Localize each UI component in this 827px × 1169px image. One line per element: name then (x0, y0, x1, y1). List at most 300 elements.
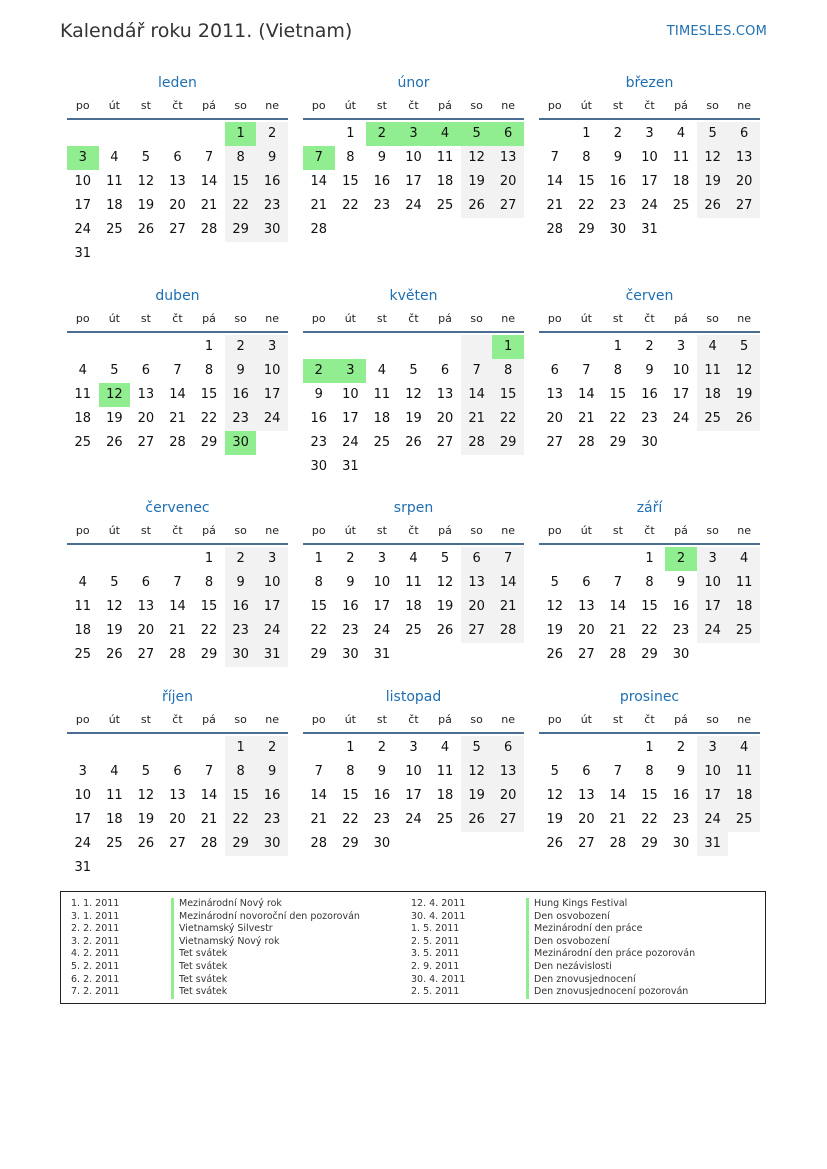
month-title: únor (397, 75, 430, 91)
day-cell: 29 (225, 218, 257, 242)
day-cell: 30 (256, 832, 288, 856)
day-cell: 24 (74, 836, 92, 851)
legend-holiday-name: Vietnamský Nový rok (171, 936, 280, 949)
day-cell: 21 (492, 595, 524, 619)
day-cell: 31 (373, 647, 391, 662)
month-block (303, 285, 524, 477)
weekday-label: út (108, 312, 120, 325)
weekday-label: ne (265, 713, 280, 726)
legend-date: 2. 2. 2011 (71, 923, 120, 935)
day-cell: 30 (672, 647, 690, 662)
day-cell: 4 (429, 122, 461, 146)
day-cell: 17 (405, 174, 422, 189)
day-cell: 5 (550, 575, 559, 590)
month-title: červen (625, 288, 674, 304)
weekday-label: út (108, 99, 120, 112)
weekday-label: čt (644, 713, 655, 726)
day-cell: 16 (256, 170, 288, 194)
day-cell: 18 (436, 788, 454, 803)
day-cell: 2 (665, 547, 697, 571)
day-cell: 6 (492, 122, 524, 146)
day-cell: 24 (405, 812, 422, 827)
day-cell: 30 (373, 836, 391, 851)
day-cell: 17 (672, 387, 690, 402)
legend-date: 3. 5. 2011 (411, 948, 460, 960)
day-cell: 7 (204, 150, 214, 165)
day-cell: 10 (256, 359, 288, 383)
day-cell: 24 (405, 198, 422, 213)
day-cell: 1 (314, 551, 323, 566)
month-title: leden (158, 75, 197, 91)
day-cell: 25 (728, 619, 760, 643)
day-cell: 2 (346, 551, 355, 566)
day-cell: 3 (335, 359, 367, 383)
weekday-header (539, 94, 760, 118)
day-cell: 12 (546, 788, 564, 803)
day-cell: 18 (436, 174, 454, 189)
day-cell: 1 (582, 126, 591, 141)
day-cell: 24 (697, 808, 729, 832)
day-cell: 25 (373, 435, 391, 450)
weekday-label: ne (737, 312, 752, 325)
day-cell: 11 (74, 599, 92, 614)
day-cell: 8 (346, 150, 355, 165)
legend-holiday-name: Tet svátek (171, 948, 227, 961)
day-cell: 20 (137, 411, 155, 426)
day-cell: 30 (225, 431, 257, 455)
day-cell: 20 (169, 812, 186, 827)
day-cell: 24 (697, 619, 729, 643)
day-cell: 8 (204, 575, 214, 590)
day-cell: 15 (578, 174, 595, 189)
day-cell: 29 (200, 647, 218, 662)
day-cell: 2 (645, 339, 654, 354)
day-cell: 20 (546, 411, 564, 426)
month-title: prosinec (619, 689, 680, 705)
day-cell: 14 (609, 599, 627, 614)
weekday-label: st (376, 312, 387, 325)
day-cell: 11 (728, 760, 760, 784)
day-cell: 13 (137, 599, 155, 614)
day-cell: 21 (169, 623, 186, 638)
day-cell: 5 (141, 150, 151, 165)
weekday-header (303, 519, 524, 543)
day-cell: 28 (492, 619, 524, 643)
day-cell: 31 (641, 222, 658, 237)
day-cell: 21 (310, 812, 328, 827)
day-grid (303, 333, 524, 477)
day-cell: 27 (578, 836, 595, 851)
legend-holiday-name: Mezinárodní den práce pozorován (526, 948, 695, 961)
day-cell: 4 (728, 736, 760, 760)
day-cell: 3 (645, 126, 654, 141)
day-cell: 8 (346, 764, 355, 779)
weekday-header (67, 708, 288, 732)
day-cell: 23 (373, 812, 391, 827)
day-cell: 14 (169, 599, 186, 614)
day-cell: 9 (314, 387, 323, 402)
day-cell: 29 (641, 836, 658, 851)
weekday-label: so (470, 312, 483, 325)
day-cell: 5 (461, 122, 493, 146)
day-cell: 16 (672, 788, 690, 803)
day-cell: 21 (310, 198, 328, 213)
day-cell: 20 (436, 411, 454, 426)
day-cell: 27 (137, 647, 155, 662)
day-cell: 19 (137, 198, 155, 213)
day-cell: 9 (225, 571, 257, 595)
day-cell: 10 (405, 150, 422, 165)
day-cell: 10 (697, 571, 729, 595)
weekday-label: so (234, 524, 247, 537)
day-cell: 16 (641, 387, 658, 402)
weekday-label: pá (674, 312, 688, 325)
legend-date: 3. 1. 2011 (71, 910, 120, 922)
day-cell: 3 (78, 764, 87, 779)
day-cell: 4 (377, 363, 387, 378)
day-cell: 19 (697, 170, 729, 194)
day-cell: 20 (137, 623, 155, 638)
weekday-label: čt (172, 524, 183, 537)
day-cell: 30 (342, 647, 359, 662)
day-cell: 25 (74, 435, 92, 450)
day-cell: 6 (492, 736, 524, 760)
weekday-header (539, 307, 760, 331)
day-cell: 19 (137, 812, 155, 827)
day-cell: 8 (492, 359, 524, 383)
month-block (539, 497, 760, 689)
legend-date: 1. 1. 2011 (71, 898, 120, 909)
weekday-label: pá (438, 99, 452, 112)
weekday-label: st (140, 99, 151, 112)
day-cell: 17 (697, 784, 729, 808)
day-cell: 4 (676, 126, 686, 141)
legend-date: 30. 4. 2011 (411, 910, 466, 922)
day-cell: 17 (256, 595, 288, 619)
day-cell: 1 (613, 339, 623, 354)
weekday-label: pá (202, 312, 216, 325)
day-cell: 17 (74, 198, 92, 213)
day-cell: 25 (74, 647, 92, 662)
legend-date: 2. 9. 2011 (411, 960, 460, 972)
day-cell: 30 (225, 643, 257, 667)
day-cell: 4 (78, 363, 87, 378)
day-cell: 30 (672, 836, 690, 851)
day-cell: 10 (672, 363, 690, 378)
weekday-label: po (75, 312, 90, 325)
day-cell: 1 (645, 740, 654, 755)
day-cell: 27 (137, 435, 155, 450)
day-cell: 28 (609, 836, 627, 851)
day-cell: 4 (110, 150, 119, 165)
day-cell: 5 (728, 335, 760, 359)
month-block (67, 686, 288, 878)
day-cell: 7 (173, 575, 182, 590)
weekday-label: út (108, 524, 120, 537)
day-cell: 30 (310, 459, 328, 474)
day-cell: 15 (342, 174, 359, 189)
day-cell: 14 (310, 174, 328, 189)
month-block (67, 285, 288, 477)
day-cell: 2 (613, 126, 623, 141)
day-cell: 25 (436, 812, 454, 827)
day-cell: 11 (373, 387, 391, 402)
day-cell: 12 (137, 174, 155, 189)
day-cell: 17 (373, 599, 391, 614)
day-cell: 7 (303, 146, 335, 170)
day-cell: 10 (342, 387, 359, 402)
day-cell: 15 (641, 599, 658, 614)
day-cell: 1 (645, 551, 654, 566)
day-cell: 9 (346, 575, 355, 590)
legend-holiday-name: Mezinárodní den práce (526, 923, 642, 936)
weekday-label: út (580, 713, 592, 726)
day-cell: 6 (461, 547, 493, 571)
day-cell: 26 (546, 836, 564, 851)
weekday-label: po (311, 524, 326, 537)
day-cell: 1 (225, 736, 257, 760)
day-cell: 25 (405, 623, 422, 638)
month-block (67, 72, 288, 264)
day-cell: 13 (546, 387, 564, 402)
day-cell: 6 (141, 363, 151, 378)
day-cell: 7 (461, 359, 493, 383)
day-cell: 14 (492, 571, 524, 595)
weekday-label: pá (674, 524, 688, 537)
day-cell: 13 (728, 146, 760, 170)
day-cell: 17 (74, 812, 92, 827)
day-cell: 1 (346, 740, 355, 755)
weekday-label: čt (644, 99, 655, 112)
weekday-label: út (108, 713, 120, 726)
weekday-label: so (470, 713, 483, 726)
month-block (539, 72, 760, 264)
day-cell: 31 (74, 860, 92, 875)
weekday-header (67, 519, 288, 543)
day-cell: 18 (106, 812, 123, 827)
day-cell: 26 (461, 194, 493, 218)
weekday-label: ne (501, 99, 516, 112)
legend-holiday-name: Den znovusjednocení (526, 974, 636, 987)
day-cell: 12 (461, 146, 493, 170)
weekday-label: čt (644, 312, 655, 325)
day-cell: 26 (106, 435, 123, 450)
day-cell: 26 (405, 435, 422, 450)
day-cell: 26 (137, 836, 155, 851)
day-grid (67, 333, 288, 477)
day-cell: 28 (169, 647, 186, 662)
day-cell: 11 (106, 788, 123, 803)
day-cell: 23 (342, 623, 359, 638)
month-title: červenec (145, 500, 210, 516)
day-cell: 19 (436, 599, 454, 614)
day-cell: 11 (436, 764, 454, 779)
day-cell: 6 (173, 150, 182, 165)
day-cell: 28 (578, 435, 595, 450)
day-cell: 23 (225, 407, 257, 431)
weekday-label: so (706, 99, 719, 112)
day-cell: 12 (436, 575, 454, 590)
day-grid (539, 545, 760, 689)
day-cell: 21 (169, 411, 186, 426)
day-cell: 31 (697, 832, 729, 856)
day-cell: 7 (314, 764, 323, 779)
weekday-header (303, 94, 524, 118)
weekday-label: so (234, 99, 247, 112)
legend-holiday-name: Tet svátek (171, 974, 227, 987)
day-cell: 9 (377, 150, 387, 165)
day-cell: 24 (256, 407, 288, 431)
day-cell: 29 (641, 647, 658, 662)
day-cell: 9 (676, 575, 686, 590)
legend-date: 30. 4. 2011 (411, 973, 466, 985)
day-cell: 22 (641, 812, 658, 827)
day-cell: 20 (492, 784, 524, 808)
day-cell: 3 (398, 122, 430, 146)
day-cell: 16 (310, 411, 328, 426)
day-cell: 25 (106, 836, 123, 851)
weekday-label: st (612, 99, 623, 112)
day-cell: 18 (74, 411, 92, 426)
weekday-label: so (706, 713, 719, 726)
day-cell: 22 (578, 198, 595, 213)
weekday-label: so (234, 713, 247, 726)
month-title: srpen (393, 500, 434, 516)
weekday-label: st (376, 524, 387, 537)
day-cell: 13 (169, 788, 186, 803)
day-cell: 27 (492, 808, 524, 832)
day-cell: 16 (373, 174, 391, 189)
day-cell: 4 (409, 551, 418, 566)
day-cell: 9 (676, 764, 686, 779)
day-cell: 22 (641, 623, 658, 638)
day-cell: 16 (225, 383, 257, 407)
day-cell: 20 (578, 623, 595, 638)
day-cell: 17 (342, 411, 359, 426)
brand-logo-text[interactable]: TIMESLES.COM (666, 24, 767, 39)
day-grid (539, 333, 760, 477)
day-cell: 6 (550, 363, 559, 378)
day-cell: 1 (346, 126, 355, 141)
day-cell: 19 (461, 170, 493, 194)
weekday-label: čt (408, 99, 419, 112)
weekday-header (539, 519, 760, 543)
day-cell: 9 (377, 764, 387, 779)
weekday-label: st (612, 713, 623, 726)
day-cell: 13 (436, 387, 454, 402)
day-cell: 29 (609, 435, 627, 450)
day-cell: 10 (74, 174, 92, 189)
day-cell: 25 (728, 808, 760, 832)
day-cell: 24 (342, 435, 359, 450)
day-cell: 5 (550, 764, 559, 779)
day-cell: 12 (461, 760, 493, 784)
day-cell: 16 (672, 599, 690, 614)
weekday-label: čt (408, 713, 419, 726)
weekday-header (303, 708, 524, 732)
weekday-label: so (234, 312, 247, 325)
day-cell: 10 (74, 788, 92, 803)
day-cell: 9 (225, 359, 257, 383)
day-cell: 12 (99, 383, 131, 407)
month-block (303, 497, 524, 689)
day-cell: 30 (641, 435, 658, 450)
day-cell: 15 (200, 599, 218, 614)
day-cell: 7 (613, 764, 623, 779)
day-cell: 26 (137, 222, 155, 237)
day-cell: 28 (609, 647, 627, 662)
day-cell: 22 (200, 623, 218, 638)
day-cell: 21 (461, 407, 493, 431)
day-cell: 25 (106, 222, 123, 237)
weekday-header (67, 94, 288, 118)
day-cell: 23 (672, 812, 690, 827)
day-cell: 24 (74, 222, 92, 237)
day-cell: 3 (697, 547, 729, 571)
month-title: duben (155, 288, 200, 304)
day-cell: 13 (169, 174, 186, 189)
day-cell: 9 (256, 760, 288, 784)
weekday-label: ne (737, 713, 752, 726)
day-cell: 14 (310, 788, 328, 803)
day-cell: 9 (613, 150, 623, 165)
day-cell: 11 (672, 150, 690, 165)
month-block (539, 686, 760, 878)
day-cell: 18 (74, 623, 92, 638)
day-cell: 30 (256, 218, 288, 242)
day-cell: 19 (461, 784, 493, 808)
day-cell: 10 (405, 764, 422, 779)
day-cell: 27 (436, 435, 454, 450)
weekday-label: pá (202, 99, 216, 112)
day-cell: 23 (310, 435, 328, 450)
day-cell: 19 (405, 411, 422, 426)
weekday-label: st (612, 524, 623, 537)
day-cell: 27 (461, 619, 493, 643)
day-cell: 11 (697, 359, 729, 383)
day-cell: 13 (578, 788, 595, 803)
day-cell: 23 (225, 619, 257, 643)
day-cell: 4 (728, 547, 760, 571)
weekday-label: st (612, 312, 623, 325)
day-cell: 7 (204, 764, 214, 779)
weekday-label: po (547, 99, 562, 112)
day-cell: 21 (609, 623, 627, 638)
day-cell: 11 (106, 174, 123, 189)
day-cell: 30 (609, 222, 627, 237)
legend-date: 12. 4. 2011 (411, 898, 466, 909)
day-cell: 29 (310, 647, 328, 662)
weekday-label: út (344, 524, 356, 537)
weekday-label: st (140, 312, 151, 325)
day-cell: 4 (110, 764, 119, 779)
day-cell: 5 (409, 363, 418, 378)
legend-date: 6. 2. 2011 (71, 973, 120, 985)
weekday-label: pá (438, 524, 452, 537)
weekday-label: pá (438, 312, 452, 325)
day-cell: 22 (492, 407, 524, 431)
day-cell: 8 (582, 150, 591, 165)
day-cell: 15 (225, 784, 257, 808)
weekday-label: st (140, 713, 151, 726)
weekday-header (303, 307, 524, 331)
weekday-label: po (311, 312, 326, 325)
day-cell: 15 (641, 788, 658, 803)
day-cell: 2 (256, 122, 288, 146)
day-cell: 1 (204, 339, 214, 354)
page-title: Kalendář roku 2011. (Vietnam) (60, 20, 353, 42)
day-cell: 8 (645, 764, 654, 779)
